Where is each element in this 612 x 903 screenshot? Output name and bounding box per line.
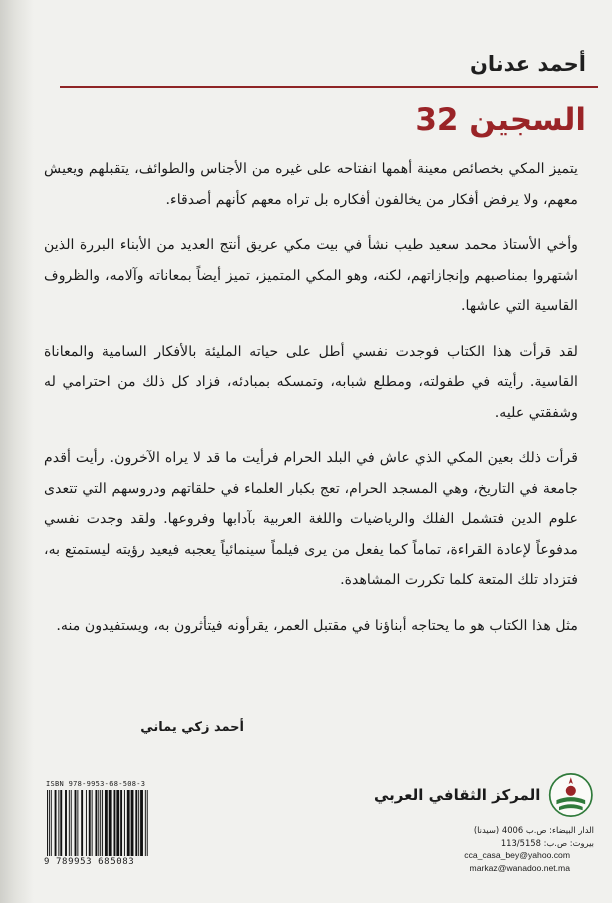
barcode-bar — [100, 790, 101, 856]
book-title: السجين 32 — [415, 102, 586, 138]
barcode-bar — [147, 790, 148, 856]
barcode-bar — [131, 790, 134, 856]
barcode-bar — [65, 790, 67, 856]
paragraph-2: وأخي الأستاذ محمد سعيد طيب نشأ في بيت مكي عريق أنتج العديد من الأبناء البررة الذين اشتهروا بمناصبهم وإنجازاتهم، لكنه، وهو المكي المتميز، تميز أيضاً بمعاناته وآلامه، والظروف القاسية التي عاشها. — [44, 237, 578, 314]
contact-email-2: markaz@wanadoo.net.ma — [469, 862, 570, 873]
barcode-bar — [71, 790, 72, 856]
contact-casablanca: الدار البيضاء: ص.ب 4006 (سيدنا) — [473, 825, 594, 835]
barcode-bar — [98, 790, 99, 856]
barcode-bar — [114, 790, 116, 856]
barcode-bar — [120, 790, 122, 856]
paragraph-5: مثل هذا الكتاب هو ما يحتاجه أبناؤنا في مقتبل العمر، يقرأونه فيتأثرون به، ويستفيدون منه. — [56, 617, 578, 634]
barcode-bar — [109, 790, 112, 856]
barcode-bar — [145, 790, 146, 856]
barcode-bar — [116, 790, 119, 856]
barcode-bar — [124, 790, 125, 856]
author-name: أحمد عدنان — [469, 52, 586, 76]
publisher-block — [374, 768, 594, 874]
barcode — [44, 780, 180, 884]
back-cover-text — [44, 154, 578, 656]
barcode-bar — [81, 790, 83, 856]
barcode-bar — [105, 790, 108, 856]
header-divider — [60, 86, 598, 88]
publisher-logo-icon — [548, 768, 594, 822]
publisher-contact — [374, 824, 594, 874]
barcode-bar — [75, 790, 77, 856]
barcode-digits: 9 789953 685083 — [44, 857, 135, 867]
barcode-bar — [92, 790, 93, 856]
barcode-bar — [138, 790, 139, 856]
barcode-bar — [51, 790, 52, 856]
barcode-bar — [77, 790, 78, 856]
barcode-bar — [102, 790, 103, 856]
barcode-bar — [69, 790, 70, 856]
barcode-bar — [95, 790, 97, 856]
barcode-bar — [58, 790, 59, 856]
paragraph-4: قرأت ذلك بعين المكي الذي عاش في البلد الحرام فرأيت ما قد لا يراه الآخرون. رأيت أقدم جامعة في التاريخ، وهي المسجد الحرام، تعج بكبار العلماء في حلقاتهم ودروسهم التي تتعدى علوم الدين فتشمل الفلك والرياضيات واللغة العربية بآدابها وفروعها. ولقد وجدت نفسي مدفوعاً لإعادة القراءة، تماماً كما يفعل من يرى فيلماً سينمائياً يعجبه فيعيد رؤيته ليستمتع به، فتزداد تلك المتعة كلما تكررت المشاهدة. — [44, 450, 578, 588]
barcode-bar — [89, 790, 91, 856]
barcode-bar — [60, 790, 62, 856]
isbn-label: ISBN 978-9953-68-508-3 — [46, 780, 146, 788]
barcode-bar — [47, 790, 48, 856]
barcode-bar — [135, 790, 137, 856]
paragraph-1: يتميز المكي بخصائص معينة أهمها انفتاحه على غيره من الأجناس والطوائف، يتقبلهم ويعيش معهم، ولا يرفض أفكار من يخالفون أفكاره بل تراه معهم كأنهم أصدقاء. — [44, 161, 578, 208]
signature: أحمد زكي يماني — [140, 720, 244, 735]
barcode-bar — [140, 790, 143, 856]
barcode-bar — [55, 790, 57, 856]
contact-email-1: cca_casa_bey@yahoo.com — [464, 850, 570, 860]
barcode-bars — [44, 790, 176, 856]
contact-beirut: بيروت: ص.ب: 113/5158 — [500, 837, 594, 848]
barcode-bar — [49, 790, 50, 856]
barcode-bar — [127, 790, 130, 856]
spine-shadow — [0, 0, 34, 903]
publisher-name: المركز الثقافي العربي — [374, 786, 541, 804]
paragraph-3: لقد قرأت هذا الكتاب فوجدت نفسي أطل على حياته المليئة بالأفكار السامية والمعاناة القاسية. رأيته في طفولته، ومطلع شبابه، وتمسكه بمبادئه، فزاد كل ذلك من احترامي له وشفقتي عليه. — [44, 343, 578, 421]
barcode-bar — [86, 790, 87, 856]
